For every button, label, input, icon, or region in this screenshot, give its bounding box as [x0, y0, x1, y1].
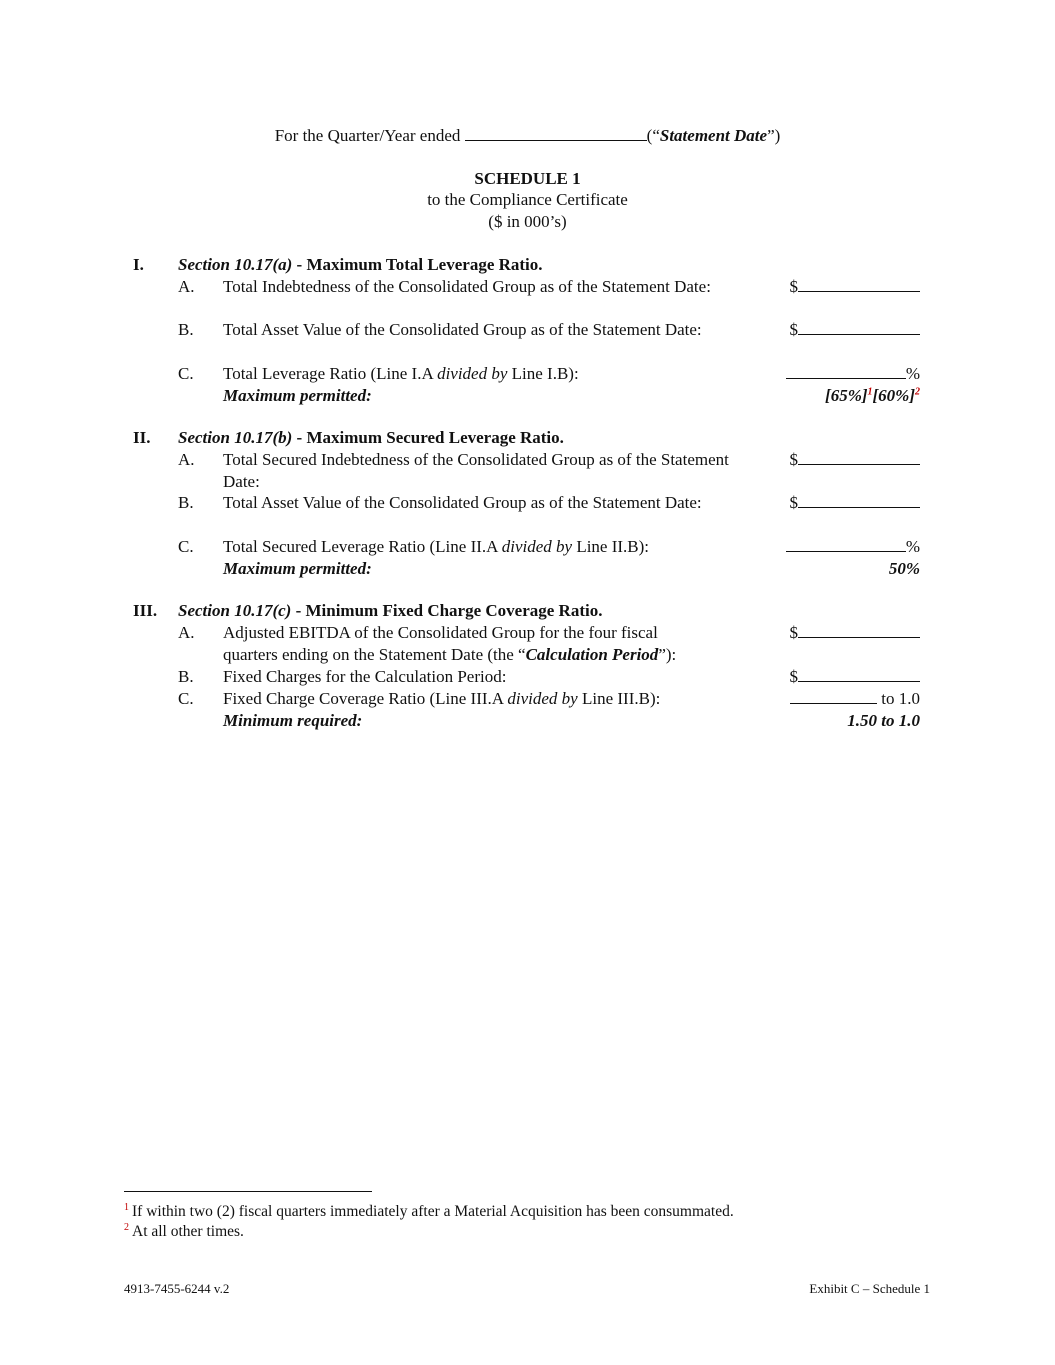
- desc-text: Fixed Charge Coverage Ratio (Line III.A: [223, 689, 508, 708]
- statement-date-term: Statement Date: [659, 126, 768, 145]
- value-prefix: $: [789, 667, 798, 686]
- section-heading: [178, 254, 543, 276]
- section-title: - Maximum Secured Leverage Ratio.: [292, 428, 564, 447]
- limit-value: 50%: [888, 559, 920, 578]
- desc-line: [223, 644, 743, 666]
- document-id: 4913-7455-6244 v.2: [124, 1281, 230, 1296]
- item-letter: C.: [178, 689, 194, 708]
- item-description: Fixed Charges for the Calculation Period:: [223, 667, 507, 686]
- quarter-open: (“: [646, 126, 660, 145]
- footnote-ref[interactable]: 2: [915, 386, 920, 398]
- section-heading: [178, 427, 564, 449]
- section-numeral: II.: [133, 428, 151, 447]
- item-description: [223, 688, 743, 710]
- value-blank[interactable]: [786, 536, 906, 552]
- limit-part: [60%]: [872, 386, 915, 405]
- value-blank[interactable]: [798, 666, 920, 682]
- value-blank[interactable]: [798, 492, 920, 508]
- item-description: Total Indebtedness of the Consolidated Group as of the Statement Date:: [223, 277, 711, 296]
- footnote-text: If within two (2) fiscal quarters immediately after a Material Acquisition has been consummated.: [132, 1203, 734, 1220]
- value-prefix: $: [789, 450, 798, 469]
- limit-label: Minimum required:: [223, 711, 363, 730]
- item-value-field[interactable]: [790, 319, 921, 341]
- section-numeral: I.: [133, 255, 144, 274]
- item-value-field[interactable]: [790, 449, 921, 471]
- value-suffix: %: [905, 364, 920, 383]
- value-prefix: $: [789, 493, 798, 512]
- value-suffix: to 1.0: [877, 689, 920, 708]
- item-description: [223, 363, 743, 385]
- footnote-1: [124, 1202, 734, 1222]
- item-letter: A.: [178, 450, 195, 469]
- desc-text: Total Secured Leverage Ratio (Line II.A: [223, 537, 502, 556]
- exhibit-label: Exhibit C – Schedule 1: [809, 1281, 930, 1296]
- item-value-field[interactable]: [786, 536, 920, 558]
- value-prefix: $: [789, 277, 798, 296]
- item-value-field[interactable]: [790, 666, 921, 688]
- quarter-close: ”): [767, 126, 781, 145]
- value-blank[interactable]: [786, 363, 906, 379]
- item-letter: B.: [178, 320, 194, 339]
- footnote-separator: [124, 1191, 372, 1192]
- section-ref: Section 10.17(b): [178, 428, 293, 447]
- desc-text: Total Leverage Ratio (Line I.A: [223, 364, 438, 383]
- section-numeral: III.: [133, 601, 158, 620]
- value-blank[interactable]: [798, 622, 920, 638]
- limit-value: [825, 385, 920, 407]
- item-letter: C.: [178, 364, 194, 383]
- desc-italic: divided by: [507, 689, 578, 708]
- item-value-field[interactable]: [786, 363, 920, 385]
- value-blank[interactable]: [798, 449, 920, 465]
- item-description: [223, 536, 743, 558]
- item-description: [223, 622, 743, 666]
- footnote-number: 2: [124, 1221, 129, 1233]
- footnote-ref[interactable]: 1: [867, 386, 873, 398]
- footnote-number: 1: [124, 1201, 129, 1213]
- item-letter: B.: [178, 667, 194, 686]
- limit-label: Maximum permitted:: [223, 559, 372, 578]
- value-suffix: %: [905, 537, 920, 556]
- item-description: Total Asset Value of the Consolidated Group as of the Statement Date:: [223, 493, 702, 512]
- schedule-title: SCHEDULE 1: [474, 169, 581, 188]
- item-letter: C.: [178, 537, 194, 556]
- desc-text: Line II.B):: [572, 537, 650, 556]
- statement-date-blank[interactable]: [465, 125, 647, 141]
- value-prefix: $: [789, 320, 798, 339]
- schedule-units: ($ in 000’s): [488, 212, 567, 231]
- footnote-2: [124, 1222, 244, 1242]
- desc-text: Adjusted EBITDA of the Consolidated Group for the four fiscal: [223, 623, 658, 642]
- statement-date-line: [0, 125, 1055, 147]
- item-letter: A.: [178, 623, 195, 642]
- section-title: - Minimum Fixed Charge Coverage Ratio.: [291, 601, 603, 620]
- item-letter: B.: [178, 493, 194, 512]
- item-letter: A.: [178, 277, 195, 296]
- limit-value: 1.50 to 1.0: [847, 711, 920, 730]
- item-value-field[interactable]: [790, 276, 921, 298]
- desc-text: Line III.B):: [577, 689, 661, 708]
- desc-text: Line I.B):: [507, 364, 579, 383]
- value-blank[interactable]: [798, 319, 920, 335]
- quarter-prefix: For the Quarter/Year ended: [274, 126, 465, 145]
- item-value-field[interactable]: [790, 492, 921, 514]
- footnote-text: At all other times.: [132, 1223, 244, 1240]
- item-value-field[interactable]: [790, 688, 920, 710]
- schedule-subtitle: to the Compliance Certificate: [427, 190, 628, 209]
- section-title: - Maximum Total Leverage Ratio.: [292, 255, 543, 274]
- calculation-period-term: Calculation Period: [525, 645, 659, 664]
- item-description: Total Secured Indebtedness of the Consolidated Group as of the Statement Date:: [223, 450, 729, 491]
- limit-label: Maximum permitted:: [223, 386, 372, 405]
- desc-text: ”):: [658, 645, 677, 664]
- item-value-field[interactable]: [790, 622, 921, 644]
- item-description: Total Asset Value of the Consolidated Group as of the Statement Date:: [223, 320, 702, 339]
- value-prefix: $: [789, 623, 798, 642]
- section-ref: Section 10.17(c): [178, 601, 292, 620]
- value-blank[interactable]: [790, 688, 877, 704]
- desc-text: quarters ending on the Statement Date (the “: [223, 645, 526, 664]
- section-heading: [178, 600, 602, 622]
- value-blank[interactable]: [798, 276, 920, 292]
- desc-italic: divided by: [501, 537, 573, 556]
- limit-part: [65%]: [825, 386, 868, 405]
- section-ref: Section 10.17(a): [178, 255, 293, 274]
- desc-italic: divided by: [437, 364, 508, 383]
